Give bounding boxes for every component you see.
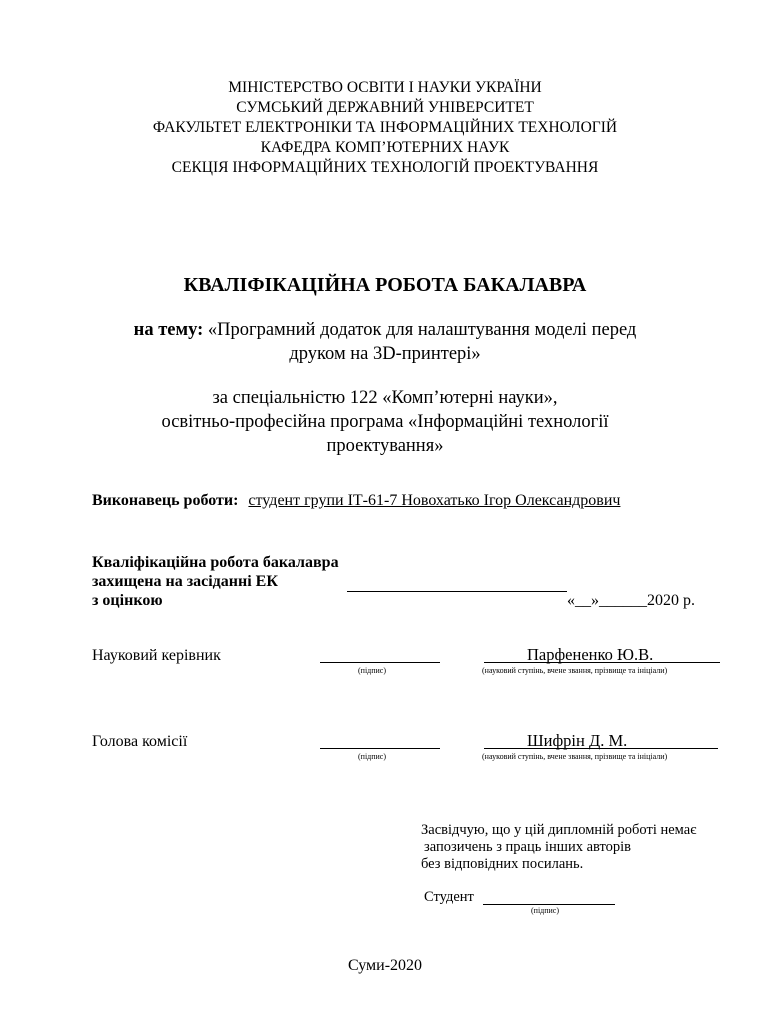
document-title: КВАЛІФІКАЦІЙНА РОБОТА БАКАЛАВРА: [183, 274, 587, 296]
defense-block: [92, 553, 339, 610]
supervisor-signature-line: [320, 647, 440, 663]
student-label: Студент: [424, 889, 474, 905]
student-signature-line: [483, 889, 615, 905]
ministry-header: [0, 78, 770, 178]
defense-line-1: Кваліфікаційна робота бакалавра: [92, 554, 339, 571]
certification-line-2: запозичень з праць інших авторів: [424, 839, 632, 855]
supervisor-signature-caption: (підпис): [358, 666, 387, 675]
topic-label: на тему:: [133, 320, 204, 340]
city-year: Суми-2020: [347, 957, 423, 974]
topic-text-2: друком на 3D-принтері»: [289, 344, 481, 364]
supervisor-name: Парфененко Ю.В.: [527, 645, 654, 664]
executor-row: [92, 492, 620, 510]
supervisor-label: Науковий керівник: [92, 647, 221, 664]
specialty-line-3: проектування»: [326, 436, 444, 456]
specialty-line-1: за спеціальністю 122 «Комп’ютерні науки»,: [212, 388, 558, 408]
certification-line-3: без відповідних посилань.: [421, 856, 584, 872]
header-line: ФАКУЛЬТЕТ ЕЛЕКТРОНІКИ ТА ІНФОРМАЦІЙНИХ ТЕХНОЛОГІЙ: [152, 119, 618, 136]
chair-name-caption: (науковий ступінь, вчене звання, прізвище та ініціали): [482, 752, 668, 761]
chair-label: Голова комісії: [92, 733, 188, 750]
header-line: СУМСЬКИЙ ДЕРЖАВНИЙ УНІВЕРСИТЕТ: [236, 99, 534, 116]
executor-value: студент групи ІТ-61-7 Новохатько Ігор Олександрович: [248, 492, 621, 509]
topic-text-1: «Програмний додаток для налаштування моделі перед: [207, 320, 637, 340]
specialty-block: [0, 386, 770, 458]
grade-blank-line: [347, 591, 567, 592]
chair-name: Шифрін Д. М.: [527, 731, 628, 750]
specialty-line-2: освітньо-професійна програма «Інформаційні технології: [161, 412, 609, 432]
topic-block: [0, 318, 770, 366]
executor-label: Виконавець роботи:: [92, 492, 239, 509]
topic-line-1: [0, 318, 770, 342]
student-signature-caption: (підпис): [531, 906, 560, 915]
header-line: КАФЕДРА КОМП’ЮТЕРНИХ НАУК: [260, 139, 510, 156]
supervisor-name-caption: (науковий ступінь, вчене звання, прізвище та ініціали): [482, 666, 668, 675]
certification-line-1: Засвідчую, що у цій дипломній роботі немає: [421, 822, 697, 838]
defense-date: «__»______2020 р.: [567, 592, 695, 609]
chair-signature-line: [320, 733, 440, 749]
chair-signature-caption: (підпис): [358, 752, 387, 761]
defense-line-2: захищена на засіданні ЕК: [92, 573, 278, 590]
header-line: СЕКЦІЯ ІНФОРМАЦІЙНИХ ТЕХНОЛОГІЙ ПРОЕКТУВАННЯ: [171, 159, 599, 176]
header-line: МІНІСТЕРСТВО ОСВІТИ І НАУКИ УКРАЇНИ: [228, 79, 542, 96]
defense-line-3: з оцінкою: [92, 592, 163, 609]
